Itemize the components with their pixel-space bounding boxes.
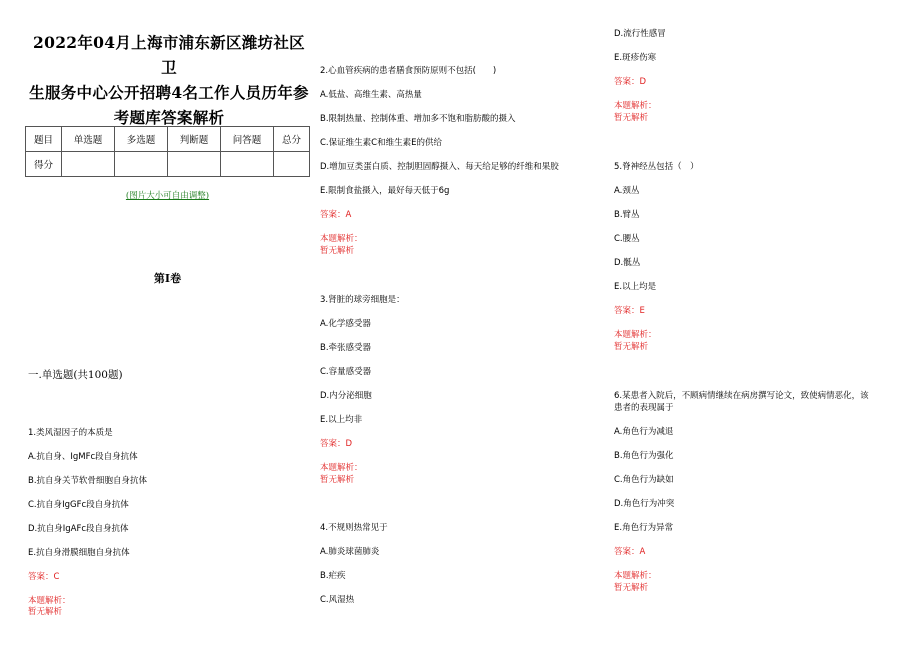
analysis-text: 暂无解析	[320, 246, 355, 256]
score-cell	[167, 152, 220, 177]
analysis-label: 本题解析：	[614, 330, 657, 340]
answer: 答案：D	[320, 439, 353, 449]
option: D.增加豆类蛋白质、控制胆固醇摄入、每天给足够的纤维和果胶	[320, 162, 559, 172]
question-stem: 3.肾脏的球旁细胞是：	[320, 295, 405, 305]
option: E.角色行为异常	[614, 523, 674, 533]
question-stem: 2.心血管疾病的患者膳食预防原则不包括( )	[320, 66, 497, 76]
option: D.流行性感冒	[614, 29, 666, 39]
analysis-label: 本题解析：	[320, 234, 363, 244]
document-title	[28, 30, 310, 130]
answer: 答案：D	[614, 77, 647, 87]
score-cell	[114, 152, 167, 177]
option: C.角色行为缺如	[614, 475, 674, 485]
analysis-label: 本题解析：	[614, 571, 657, 581]
option: B.臂丛	[614, 210, 640, 220]
option: D.角色行为冲突	[614, 499, 675, 509]
option: C.容量感受器	[320, 367, 372, 377]
section-heading: 一.单选题(共100题)	[28, 369, 123, 381]
option: D.骶丛	[614, 258, 641, 268]
answer: 答案：A	[320, 210, 352, 220]
option: C.风湿热	[320, 595, 355, 605]
option: A.抗自身、IgMFc段自身抗体	[28, 452, 138, 462]
analysis-label: 本题解析：	[320, 463, 363, 473]
analysis-label: 本题解析：	[614, 101, 657, 111]
answer: 答案：C	[28, 572, 60, 582]
analysis-label: 本题解析：	[28, 596, 71, 606]
score-table-header-row	[26, 127, 310, 152]
score-header-cell: 题目	[26, 127, 62, 152]
score-table-row	[26, 152, 310, 177]
analysis-text: 暂无解析	[614, 583, 649, 593]
analysis-text: 暂无解析	[28, 607, 63, 617]
question-stem: 6.某患者入院后，不顾病情继续在病房撰写论文，致使病情恶化，该	[614, 391, 869, 401]
score-cell	[274, 152, 310, 177]
image-size-note: (图片大小可自由调整)	[125, 191, 210, 201]
title-line: 考题库答案解析	[113, 108, 225, 127]
score-table	[25, 126, 310, 177]
option: C.腰丛	[614, 234, 640, 244]
option: B.牵张感受器	[320, 343, 372, 353]
score-cell	[221, 152, 274, 177]
question-stem: 4.不规则热常见于	[320, 523, 388, 533]
volume-heading: 第I卷	[153, 272, 182, 285]
score-header-cell: 问答题	[221, 127, 274, 152]
analysis-text: 暂无解析	[614, 342, 649, 352]
option: D.内分泌细胞	[320, 391, 372, 401]
option: A.低盐、高维生素、高热量	[320, 90, 422, 100]
analysis-text: 暂无解析	[320, 475, 355, 485]
option: E.抗自身滑膜细胞自身抗体	[28, 548, 130, 558]
title-line: 生服务中心公开招聘4名工作人员历年参	[29, 83, 309, 102]
answer: 答案：A	[614, 547, 646, 557]
option: B.抗自身关节软骨细胞自身抗体	[28, 476, 148, 486]
option: E.以上均是	[614, 282, 657, 292]
question-stem-cont: 患者的表现属于	[614, 403, 674, 413]
score-cell	[61, 152, 114, 177]
option: E.限制食盐摄入，最好每天低于6g	[320, 186, 450, 196]
score-header-cell: 单选题	[61, 127, 114, 152]
option: A.角色行为减退	[614, 427, 674, 437]
option: A.肺炎球菌肺炎	[320, 547, 380, 557]
title-line: 2022年04月上海市浦东新区潍坊社区卫	[33, 33, 305, 77]
option: A.颈丛	[614, 186, 640, 196]
question-stem: 5.脊神经丛包括（ ）	[614, 162, 699, 172]
option: D.抗自身IgAFc段自身抗体	[28, 524, 129, 534]
score-header-cell: 总分	[274, 127, 310, 152]
option: B.疟疾	[320, 571, 346, 581]
score-row-label: 得分	[26, 152, 62, 177]
option: C.保证维生素C和维生素E的供给	[320, 138, 442, 148]
score-header-cell: 判断题	[167, 127, 220, 152]
score-header-cell: 多选题	[114, 127, 167, 152]
answer: 答案：E	[614, 306, 645, 316]
option: B.限制热量、控制体重、增加多不饱和脂肪酸的摄入	[320, 114, 516, 124]
option: A.化学感受器	[320, 319, 371, 329]
option: C.抗自身IgGFc段自身抗体	[28, 500, 129, 510]
option: E.斑疹伤寒	[614, 53, 657, 63]
analysis-text: 暂无解析	[614, 113, 649, 123]
question-stem: 1.类风湿因子的本质是	[28, 428, 113, 438]
option: B.角色行为强化	[614, 451, 674, 461]
option: E.以上均非	[320, 415, 363, 425]
